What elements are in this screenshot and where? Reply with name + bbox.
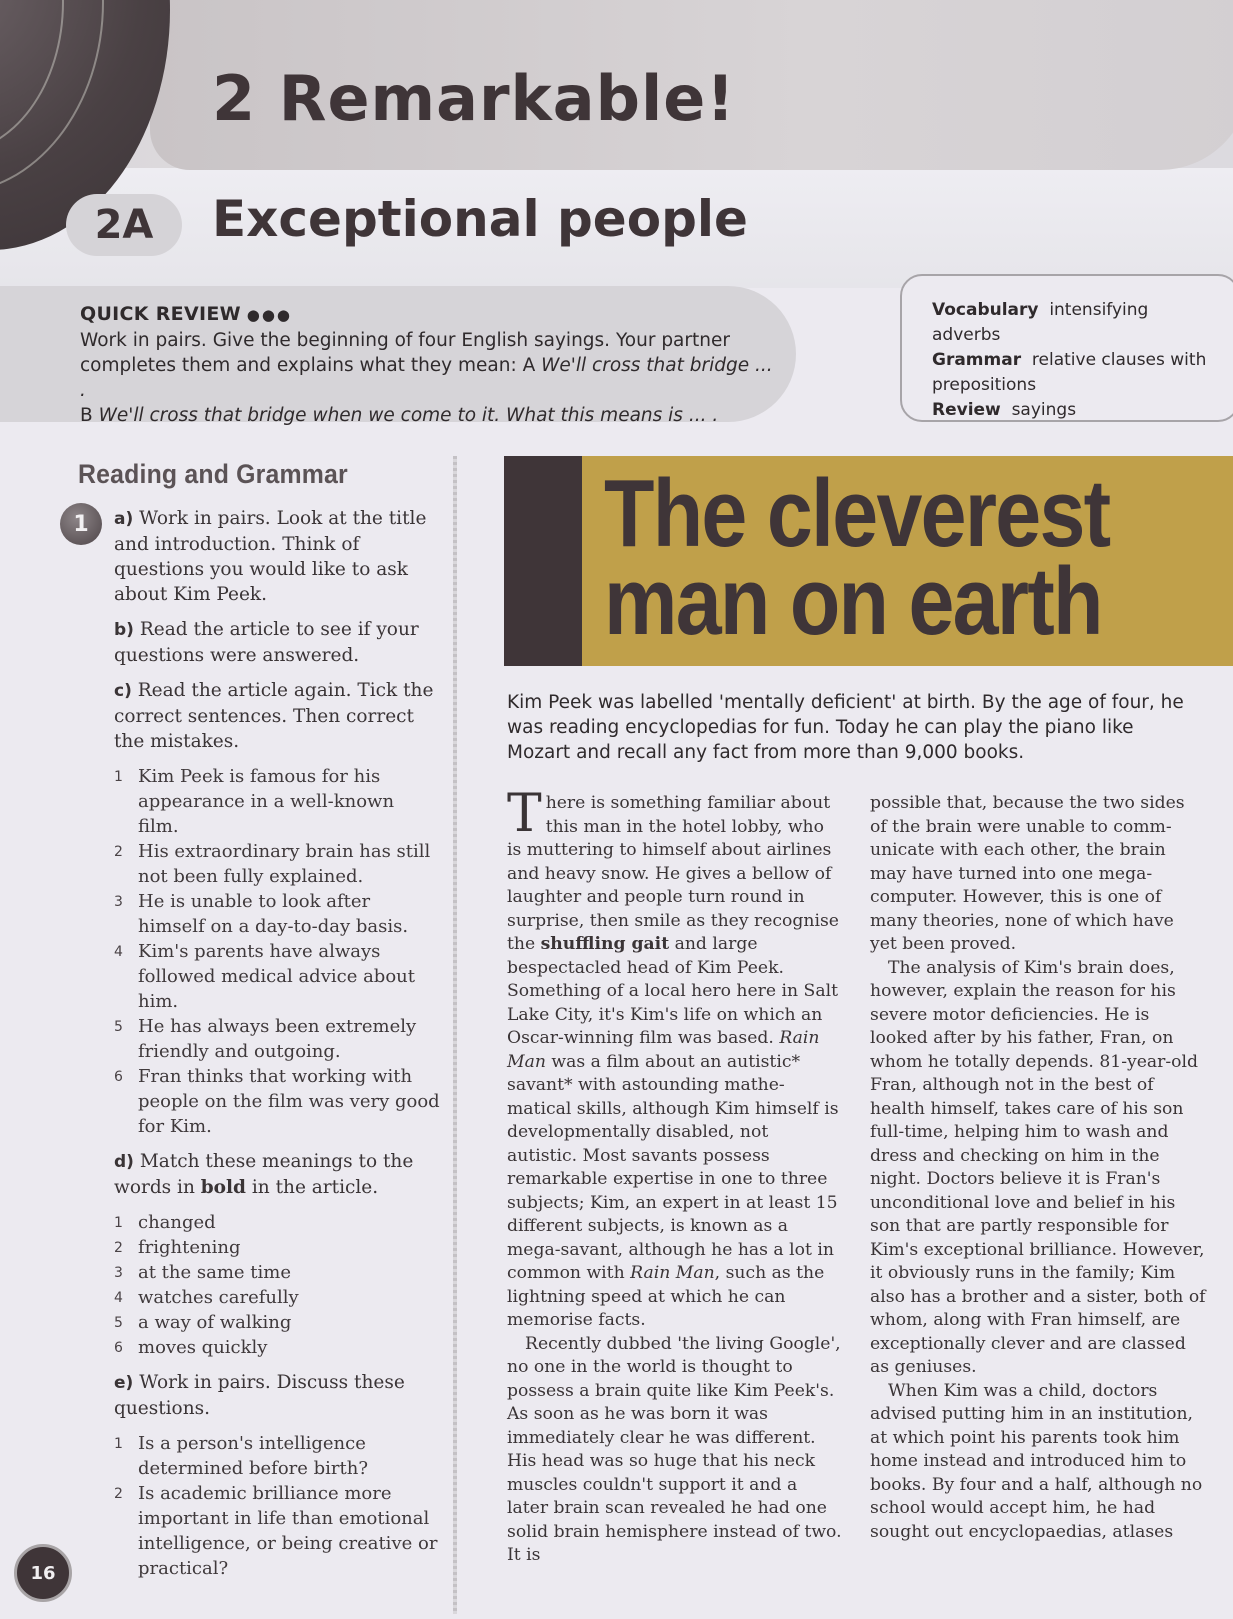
task-a — [114, 506, 440, 607]
task-text: Read the article again. Tick the correct sentences. Then correct the mistakes. — [114, 680, 434, 752]
article-paragraph: When Kim was a child, doctors advised putting him in an institution, at which point his parents took him home instead and introduced him to books. By four and a half, although no school would accept him, he had sought out encyclopaedias, atlases — [870, 1380, 1203, 1542]
list-item: 4 Kim's parents have always followed medical advice about him. — [114, 941, 415, 1012]
task-b — [114, 617, 440, 668]
film-title: Rain Man — [630, 1263, 715, 1283]
task-text: Work in pairs. Look at the title and introduction. Think of questions you would like to ask about Kim Peek. — [114, 508, 427, 605]
quick-review-box — [0, 286, 796, 426]
list-item: 6 moves quickly — [114, 1337, 268, 1358]
quick-review-heading: QUICK REVIEW — [80, 303, 241, 325]
list-item: 1 Is a person's intelligence determined before birth? — [114, 1433, 368, 1479]
list-item: 5 a way of walking — [114, 1312, 292, 1333]
exercise-column — [60, 455, 440, 1591]
exercise-number-badge: 1 — [60, 503, 102, 545]
bold-vocab: shuffling gait — [540, 934, 670, 954]
section-heading: Reading and Grammar — [78, 459, 348, 489]
article-paragraph: possible that, because the two sides of the brain were unable to comm-unicate with each other, the brain may have turned into one mega-computer. However, this is one of many theories, none of which have yet been proved. — [870, 793, 1185, 954]
list-item: 6 Fran thinks that working with people on the film was very good for Kim. — [114, 1066, 440, 1137]
task-text-bold: bold — [200, 1177, 246, 1198]
task-text: Match these meanings to the words in — [114, 1151, 414, 1198]
quick-review-line2-prefix: B — [80, 405, 99, 426]
quick-review-line1: Work in pairs. Give the beginning of four English sayings. Your partner completes them and explains what they mean: A — [80, 330, 730, 376]
lesson-badge: 2A — [66, 194, 182, 256]
list-item: 2 His extraordinary brain has still not been fully explained. — [114, 841, 431, 887]
article-column-2 — [870, 792, 1206, 1544]
review-topic: sayings — [1011, 400, 1077, 420]
task-label: c) — [114, 681, 132, 701]
list-item: 5 He has always been extremely friendly and outgoing. — [114, 1016, 417, 1062]
article-intro: Kim Peek was labelled 'mentally deficient' at birth. By the age of four, he was reading encyclopedias for fun. Today he can play the piano like Mozart and recall any fact from more than 9,000 books. — [507, 692, 1184, 763]
task-label: e) — [114, 1373, 134, 1393]
list-item: 1 Kim Peek is famous for his appearance in a well-known film. — [114, 766, 395, 837]
task-c-list — [114, 764, 440, 1139]
task-text: in the article. — [246, 1177, 379, 1198]
task-text: Read the article to see if your questions were answered. — [114, 619, 419, 666]
article-title-line1: The cleverest — [604, 460, 1110, 567]
drop-cap: T — [507, 784, 542, 844]
list-item: 4 watches carefully — [114, 1287, 299, 1308]
task-d — [114, 1149, 440, 1200]
grammar-label: Grammar — [932, 350, 1022, 370]
article-paragraph: The analysis of Kim's brain does, however, explain the reason for his severe motor deficiencies. He is looked after by his father, Fran, on whom he totally depends. 81-year-old Fran, although not in the best of health himself, takes care of his son full-time, helping him to wash and dress and checking on him in the night. Doctors believe it is Fran's unconditional love and belief in his son that are partly responsible for Kim's exceptional brilliance. However, it obviously runs in the family; Kim also has a brother and a sister, both of whom, along with Fran himself, are exceptionally clever and are classed as geniuses. — [870, 957, 1206, 1377]
list-item: 3 He is unable to look after himself on a day-to-day basis. — [114, 891, 409, 937]
film-title: Rain Man — [507, 1028, 820, 1072]
article-title-bar — [504, 456, 582, 666]
column-divider — [453, 456, 457, 1614]
review-label: Review — [932, 400, 1001, 420]
task-d-list — [114, 1210, 440, 1360]
task-label: a) — [114, 509, 134, 529]
article-title — [604, 460, 1137, 655]
list-item: 1 changed — [114, 1212, 216, 1233]
task-label: b) — [114, 620, 134, 640]
quick-review-text — [80, 328, 776, 403]
list-item: 3 at the same time — [114, 1262, 292, 1283]
lesson-overview-box — [900, 274, 1233, 422]
article-paragraph: There is something familiar about this man in the hotel lobby, who is muttering to himself about airlines and heavy snow. He gives a bellow of laughter and people turn round in surprise, then smile as they recognise the shuffling gait and large bespectacled head of Kim Peek. Something of a local hero here in Salt Lake City, it's Kim's life on which an Oscar-winning film was based. Rain Man was a film about an autistic* savant* with astounding mathe-matical skills, although Kim himself is developmentally disabled, not autistic. Most savants possess remarkable expertise in one to three subjects; Kim, an expert in at least 15 different subjects, is known as a mega-savant, although he has a lot in common with Rain Man, such as the lightning speed at which he can memorise facts. — [507, 784, 839, 1330]
unit-title: 2 Remarkable! — [212, 62, 736, 135]
page-number: 16 — [14, 1544, 72, 1602]
article-paragraph: Recently dubbed 'the living Google', no one in the world is thought to possess a brain quite like Kim Peek's. As soon as he was born it was immediately clear he was different. His head was so huge that his neck muscles couldn't support it and a later brain scan revealed he had one solid brain hemisphere instead of two. It is — [507, 1333, 842, 1565]
article-title-line2: man on earth — [604, 548, 1102, 655]
task-e — [114, 1370, 440, 1421]
difficulty-dots: ●●● — [246, 306, 293, 324]
task-text: Work in pairs. Discuss these questions. — [114, 1372, 405, 1419]
quick-review-example-b: We'll cross that bridge when we come to it. What this means is ... . — [98, 405, 719, 426]
task-e-list — [114, 1431, 440, 1581]
lesson-title: Exceptional people — [212, 190, 748, 248]
list-item: 2 Is academic brilliance more important in life than emotional intelligence, or being creative or practical? — [114, 1483, 438, 1579]
task-c — [114, 678, 440, 754]
vocabulary-label: Vocabulary — [932, 300, 1039, 320]
vocabulary-topic: intensifying adverbs — [932, 300, 1149, 345]
article-column-1 — [507, 784, 843, 1568]
quick-review-example-a: We'll cross that bridge ... . — [80, 355, 773, 401]
task-label: d) — [114, 1152, 134, 1172]
grammar-topic: relative clauses with prepositions — [932, 350, 1207, 395]
list-item: 2 frightening — [114, 1237, 241, 1258]
